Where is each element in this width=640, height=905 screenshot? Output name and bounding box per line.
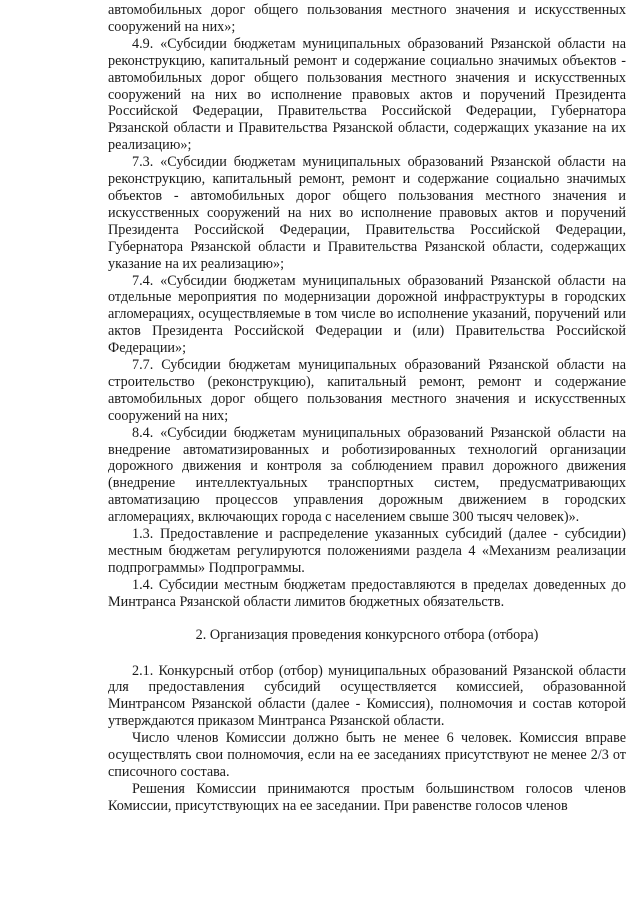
paragraph-item-7-4: 7.4. «Субсидии бюджетам муниципальных образований Рязанской области на отдельные мероприятия по модернизации дорожной инфраструктуры в городских агломерациях, осуществляемые в том числе во исполнение указаний, поручений или актов Президента Российской Федерации и (или) Правительства Российской Федерации»; <box>108 272 626 357</box>
paragraph-commission-members: Число членов Комиссии должно быть не менее 6 человек. Комиссия вправе осуществлять свои полномочия, если на ее заседаниях присутствуют не менее 2/3 от списочного состава. <box>108 730 626 780</box>
paragraph-item-7-7: 7.7. Субсидии бюджетам муниципальных образований Рязанской области на строительство (реконструкцию), капитальный ремонт, ремонт и содержание автомобильных дорог общего пользования местного значения и искусственных сооружений на них; <box>108 357 626 424</box>
document-page <box>108 2 626 815</box>
section-heading: 2. Организация проведения конкурсного отбора (отбора) <box>195 626 539 643</box>
paragraph-item-7-3: 7.3. «Субсидии бюджетам муниципальных образований Рязанской области на реконструкцию, капитальный ремонт, ремонт и содержание социально значимых объектов - автомобильных дорог общего пользования местного значения и искусственных сооружений на них во исполнение правовых актов и поручений Президента Российской Федерации, Правительства Российской Федерации, Губернатора Рязанской области и Правительства Рязанской области, содержащих указание на их реализацию»; <box>108 154 626 272</box>
paragraph-continuation: автомобильных дорог общего пользования местного значения и искусственных сооружений на них»; <box>108 2 626 35</box>
paragraph-2-1: 2.1. Конкурсный отбор (отбор) муниципальных образований Рязанской области для предоставления субсидий осуществляется комиссией, образованной Минтрансом Рязанской области (далее - Комиссия), полномочия и состав которой утверждаются приказом Минтранса Рязанской области. <box>108 662 626 730</box>
paragraph-1-4: 1.4. Субсидии местным бюджетам предоставляются в пределах доведенных до Минтранса Рязанской области лимитов бюджетных обязательств. <box>108 576 626 610</box>
paragraph-item-8-4: 8.4. «Субсидии бюджетам муниципальных образований Рязанской области на внедрение автоматизированных и роботизированных технологий организации дорожного движения и контроля за соблюдением правил дорожного движения (внедрение интеллектуальных транспортных систем, предусматривающих автоматизацию процессов управления дорожным движением в городских агломерациях, включающих города с населением свыше 300 тысяч человек)». <box>108 424 626 526</box>
paragraph-commission-decisions: Решения Комиссии принимаются простым большинством голосов членов Комиссии, присутствующих на ее заседании. При равенстве голосов членов <box>108 780 626 814</box>
paragraph-1-3: 1.3. Предоставление и распределение указанных субсидий (далее - субсидии) местным бюджетам регулируются положениями раздела 4 «Механизм реализации подпрограммы» Подпрограммы. <box>108 526 626 576</box>
paragraph-item-4-9: 4.9. «Субсидии бюджетам муниципальных образований Рязанской области на реконструкцию, капитальный ремонт и содержание социально значимых объектов - автомобильных дорог общего пользования местного значения и искусственных сооружений на них во исполнение правовых актов и поручений Президента Российской Федерации, Правительства Российской Федерации, Губернатора Рязанской области и Правительства Рязанской области, содержащих указание на их реализацию»; <box>108 35 626 154</box>
